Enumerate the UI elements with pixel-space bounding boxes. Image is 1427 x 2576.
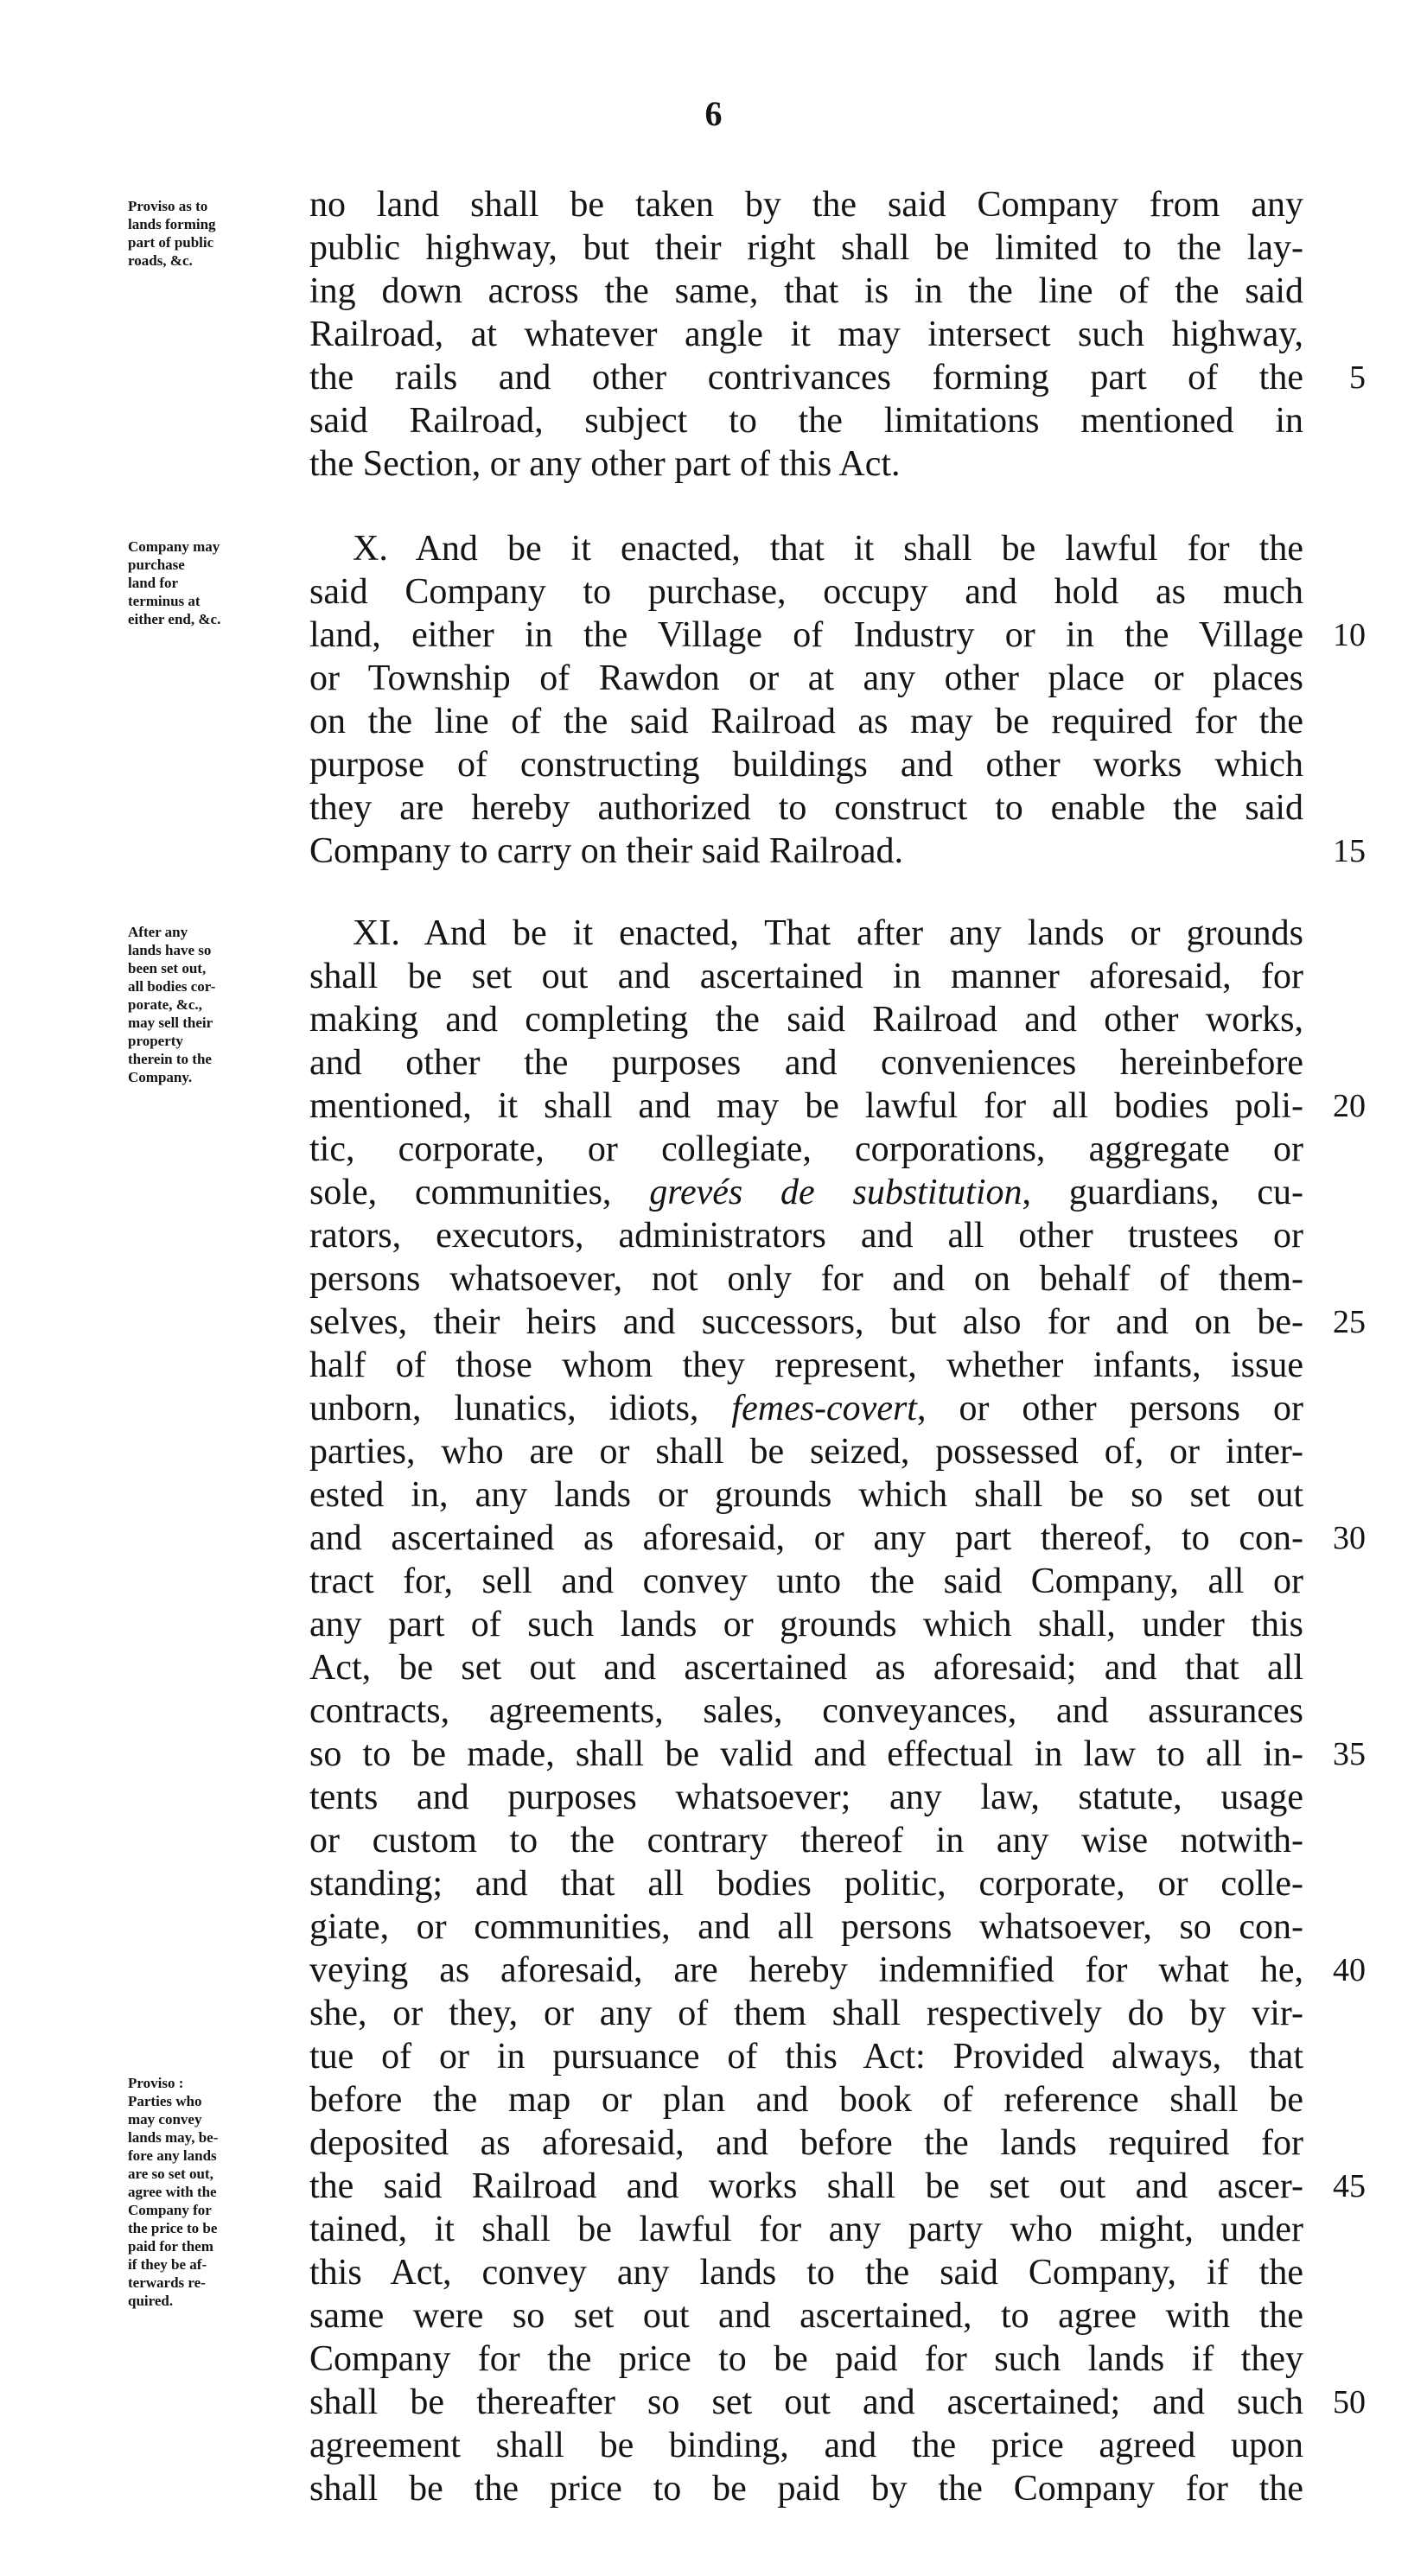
text-line: public highway, but their right shall be limited to the lay- — [309, 228, 1303, 268]
text-line: tract for, sell and convey unto the said Company, all or — [309, 1562, 1303, 1601]
margin-note-line: Proviso : — [128, 2075, 184, 2091]
text-line: half of those whom they represent, whether infants, issue — [309, 1345, 1303, 1385]
text-line: tents and purposes whatsoever; any law, statute, usage — [309, 1778, 1303, 1817]
text-line: veying as aforesaid, are hereby indemnified for what he, — [309, 1950, 1303, 1990]
margin-note-line: Company. — [128, 1069, 193, 1085]
text-line: sole, communities, grevés de substitution, guardians, cu- — [309, 1173, 1303, 1212]
text-line: shall be set out and ascertained in manner aforesaid, for — [309, 957, 1303, 996]
text-line: shall be thereafter so set out and ascertained; and such — [309, 2382, 1303, 2422]
margin-note-line: may convey — [128, 2111, 202, 2128]
margin-note-line: property — [128, 1033, 183, 1049]
text-line: any part of such lands or grounds which shall, under this — [309, 1605, 1303, 1644]
margin-note-line: fore any lands — [128, 2147, 217, 2164]
margin-note-line: Proviso as to — [128, 198, 208, 214]
text-line: Act, be set out and ascertained as aforesaid; and that all — [309, 1648, 1303, 1688]
margin-note-line: land for — [128, 575, 179, 591]
line-number: 40 — [1333, 1952, 1366, 1988]
text-line: parties, who are or shall be seized, possessed of, or inter- — [309, 1432, 1303, 1472]
margin-note-line: terwards re- — [128, 2274, 206, 2291]
text-line: said Company to purchase, occupy and hold as much — [309, 572, 1303, 612]
text-line: rators, executors, administrators and all other trustees or — [309, 1216, 1303, 1256]
text-line: standing; and that all bodies politic, corporate, or colle- — [309, 1864, 1303, 1904]
text-line: the rails and other contrivances forming part of the — [309, 358, 1303, 398]
text-line: she, or they, or any of them shall respectively do by vir- — [309, 1994, 1303, 2033]
margin-note-line: part of public — [128, 234, 214, 251]
margin-note-line: all bodies cor- — [128, 978, 216, 995]
line-number: 45 — [1333, 2168, 1366, 2204]
text-line: shall be the price to be paid by the Company for the — [309, 2469, 1303, 2509]
text-line: agreement shall be binding, and the price agreed upon — [309, 2426, 1303, 2465]
line-number: 10 — [1333, 617, 1366, 653]
margin-note-line: therein to the — [128, 1051, 212, 1067]
line-number: 35 — [1333, 1736, 1366, 1772]
text-line: mentioned, it shall and may be lawful for all bodies poli- — [309, 1086, 1303, 1126]
line-number: 25 — [1333, 1304, 1366, 1340]
margin-note-line: Company for — [128, 2202, 212, 2218]
text-line: Company for the price to be paid for such lands if they — [309, 2339, 1303, 2379]
text-line: tained, it shall be lawful for any party who might, under — [309, 2210, 1303, 2249]
text-line: or custom to the contrary thereof in any wise notwith- — [309, 1821, 1303, 1860]
text-line: no land shall be taken by the said Company from any — [309, 185, 1303, 225]
margin-note-line: quired. — [128, 2293, 174, 2309]
text-line: giate, or communities, and all persons whatsoever, so con- — [309, 1907, 1303, 1947]
text-line: they are hereby authorized to construct to enable the said — [309, 788, 1303, 828]
text-line: the Section, or any other part of this Act. — [309, 444, 901, 484]
margin-note-line: lands may, be- — [128, 2129, 219, 2146]
margin-note-line: porate, &c., — [128, 996, 202, 1013]
margin-note-line: agree with the — [128, 2184, 217, 2200]
text-line: XI. And be it enacted, That after any lands or grounds — [353, 913, 1303, 953]
text-line: persons whatsoever, not only for and on behalf of them- — [309, 1259, 1303, 1299]
text-line: selves, their heirs and successors, but also for and on be- — [309, 1302, 1303, 1342]
text-line: tic, corporate, or collegiate, corporations, aggregate or — [309, 1129, 1303, 1169]
line-number: 5 — [1349, 359, 1366, 396]
margin-note-line: paid for them — [128, 2238, 213, 2255]
text-line: tue of or in pursuance of this Act: Provided always, that — [309, 2037, 1303, 2077]
text-line: unborn, lunatics, idiots, femes-covert, or other persons or — [309, 1389, 1303, 1428]
line-number: 30 — [1333, 1520, 1366, 1556]
text-line: contracts, agreements, sales, conveyances, and assurances — [309, 1691, 1303, 1731]
margin-note-line: if they be af- — [128, 2256, 207, 2273]
italic-term: femes-covert — [731, 1389, 917, 1428]
text-line: land, either in the Village of Industry or in the Village — [309, 615, 1303, 655]
margin-note-line: are so set out, — [128, 2166, 213, 2182]
text-line: before the map or plan and book of reference shall be — [309, 2080, 1303, 2120]
text-line: purpose of constructing buildings and other works which — [309, 745, 1303, 785]
margin-note-line: may sell their — [128, 1014, 213, 1031]
margin-note-line: terminus at — [128, 593, 201, 609]
text-line: ested in, any lands or grounds which shall be so set out — [309, 1475, 1303, 1515]
text-line: on the line of the said Railroad as may be required for the — [309, 702, 1303, 741]
text-line: and other the purposes and conveniences hereinbefore — [309, 1043, 1303, 1083]
margin-note-line: lands have so — [128, 942, 212, 958]
text-line: and ascertained as aforesaid, or any part thereof, to con- — [309, 1518, 1303, 1558]
text-line: making and completing the said Railroad and other works, — [309, 1000, 1303, 1040]
text-line: same were so set out and ascertained, to agree with the — [309, 2296, 1303, 2336]
line-number: 20 — [1333, 1088, 1366, 1124]
line-number: 15 — [1333, 833, 1366, 869]
line-number: 50 — [1333, 2384, 1366, 2420]
margin-note-line: the price to be — [128, 2220, 218, 2236]
margin-note-line: been set out, — [128, 960, 207, 976]
margin-note-line: purchase — [128, 557, 185, 573]
text-line: said Railroad, subject to the limitations mentioned in — [309, 401, 1303, 441]
text-line: deposited as aforesaid, and before the lands required for — [309, 2123, 1303, 2163]
text-line: the said Railroad and works shall be set out and ascer- — [309, 2166, 1303, 2206]
margin-note-line: After any — [128, 924, 188, 940]
margin-note-line: roads, &c. — [128, 252, 193, 269]
text-line: Railroad, at whatever angle it may intersect such highway, — [309, 315, 1303, 354]
margin-note-line: lands forming — [128, 216, 216, 232]
italic-term: grevés de substitution — [649, 1173, 1022, 1212]
margin-note-line: Company may — [128, 538, 220, 555]
text-line: or Township of Rawdon or at any other place or places — [309, 658, 1303, 698]
text-line: Company to carry on their said Railroad. — [309, 831, 903, 871]
text-line: X. And be it enacted, that it shall be lawful for the — [353, 529, 1303, 569]
text-line: ing down across the same, that is in the line of the said — [309, 271, 1303, 311]
page-number: 6 — [704, 94, 723, 133]
text-line: so to be made, shall be valid and effectual in law to all in- — [309, 1734, 1303, 1774]
margin-note-line: either end, &c. — [128, 611, 221, 627]
margin-note-line: Parties who — [128, 2093, 202, 2109]
text-line: this Act, convey any lands to the said Company, if the — [309, 2253, 1303, 2293]
